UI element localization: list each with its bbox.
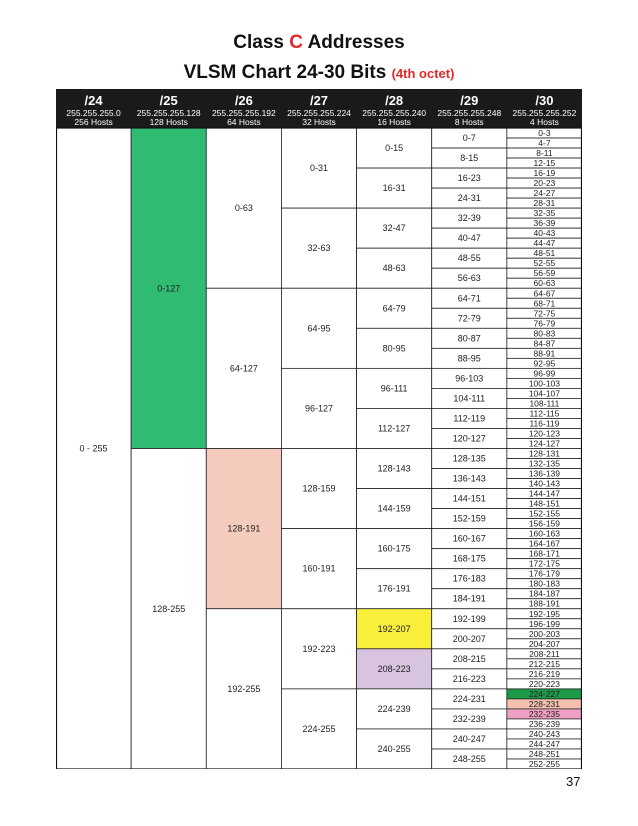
address-range-label: 60-63	[533, 278, 556, 289]
address-range-label: 128-135	[452, 453, 486, 464]
address-range-label: 0-7	[462, 133, 476, 144]
address-range-label: 56-59	[533, 268, 556, 279]
address-range-label: 128-131	[528, 448, 561, 459]
header-hosts: 128 Hosts	[149, 117, 188, 127]
address-range-label: 136-143	[452, 473, 486, 484]
address-range-label: 208-223	[377, 663, 411, 674]
address-range-label: 108-111	[529, 398, 560, 409]
address-range-label: 92-95	[533, 358, 556, 369]
address-range-label: 224-255	[302, 723, 336, 734]
header-hosts: 8 Hosts	[454, 117, 484, 127]
address-range-label: 68-71	[533, 298, 556, 309]
address-range-label: 240-247	[452, 733, 486, 744]
address-range-label: 192-199	[452, 613, 486, 624]
title-class-letter: C	[289, 32, 303, 53]
address-range-label: 232-235	[528, 708, 561, 719]
header-prefix: /25	[159, 93, 178, 108]
address-range-label: 28-31	[533, 198, 556, 209]
address-range-label: 240-255	[377, 743, 411, 754]
header-hosts: 64 Hosts	[227, 117, 261, 127]
address-range-label: 112-115	[529, 408, 560, 419]
address-range-label: 124-127	[528, 438, 561, 449]
address-range-label: 184-191	[452, 593, 486, 604]
address-range-label: 132-135	[528, 458, 561, 469]
address-range-label: 184-187	[528, 588, 561, 599]
address-range-label: 208-211	[529, 648, 560, 659]
address-range-label: 244-247	[528, 738, 561, 749]
header-hosts: 16 Hosts	[377, 117, 411, 127]
address-range-label: 32-35	[533, 208, 556, 219]
address-range-label: 216-219	[528, 668, 561, 679]
header-prefix: /29	[460, 93, 479, 108]
address-range-label: 104-107	[528, 388, 561, 399]
address-range-label: 24-27	[533, 188, 556, 199]
header-hosts: 32 Hosts	[302, 117, 336, 127]
address-range-label: 208-215	[452, 653, 486, 664]
vlsm-chart-table	[56, 89, 582, 769]
address-range-label: 128-255	[152, 603, 186, 614]
header-mask: 255.255.255.240	[362, 108, 427, 118]
address-range-label: 220-223	[528, 678, 561, 689]
address-range-label: 64-95	[307, 323, 331, 334]
address-range-label: 96-111	[380, 383, 408, 394]
address-range-label: 128-159	[302, 483, 336, 494]
address-range-label: 248-255	[452, 753, 486, 764]
page-number: 37	[566, 774, 581, 789]
address-range-label: 48-55	[457, 253, 481, 264]
address-range-label: 176-191	[377, 583, 411, 594]
address-range-label: 180-183	[528, 578, 561, 589]
address-range-label: 16-31	[382, 183, 406, 194]
address-range-label: 44-47	[533, 238, 556, 249]
address-range-label: 32-39	[457, 213, 481, 224]
address-range-label: 164-167	[528, 538, 561, 549]
header-prefix: /28	[385, 93, 404, 108]
address-range-label: 224-239	[377, 703, 411, 714]
address-range-label: 64-79	[382, 303, 406, 314]
address-range-label: 172-175	[528, 558, 561, 569]
address-range-label: 0-127	[157, 283, 181, 294]
address-range-label: 0-3	[538, 128, 551, 139]
address-range-label: 200-203	[528, 628, 561, 639]
address-range-label: 196-199	[528, 618, 561, 629]
address-range-label: 248-251	[528, 748, 561, 759]
header-mask: 255.255.255.252	[512, 108, 577, 118]
address-range-label: 212-215	[528, 658, 561, 669]
header-mask: 255.255.255.248	[437, 108, 502, 118]
address-range-label: 176-179	[528, 568, 561, 579]
address-range-label: 156-159	[528, 518, 561, 529]
address-range-label: 224-227	[528, 688, 561, 699]
address-range-label: 128-191	[227, 523, 261, 534]
address-range-label: 120-123	[528, 428, 561, 439]
title-note: (4th octet)	[391, 66, 455, 81]
header-mask: 255.255.255.192	[211, 108, 276, 118]
address-range-label: 160-175	[377, 543, 411, 554]
header-hosts: 256 Hosts	[74, 117, 113, 127]
address-range-label: 0 - 255	[79, 443, 108, 454]
address-range-label: 0-15	[385, 143, 404, 154]
address-range-label: 176-183	[452, 573, 486, 584]
title-suffix: Addresses	[307, 32, 405, 53]
address-range-label: 112-119	[453, 413, 486, 424]
address-range-label: 152-155	[528, 508, 561, 519]
address-range-label: 64-71	[457, 293, 481, 304]
address-range-label: 40-47	[457, 233, 481, 244]
header-hosts: 4 Hosts	[530, 117, 559, 127]
address-range-label: 100-103	[528, 378, 561, 389]
address-range-label: 0-31	[309, 163, 329, 174]
address-range-label: 240-243	[528, 728, 561, 739]
address-range-label: 168-175	[452, 553, 486, 564]
address-range-label: 192-195	[528, 608, 561, 619]
address-range-label: 188-191	[528, 598, 561, 609]
header-mask: 255.255.255.224	[287, 108, 351, 118]
address-range-label: 24-31	[457, 193, 481, 204]
header-mask: 255.255.255.0	[66, 108, 121, 118]
page-title-line-1	[0, 32, 638, 54]
address-range-label: 228-231	[528, 698, 561, 709]
address-range-label: 128-143	[377, 463, 411, 474]
address-range-label: 116-119	[529, 418, 560, 429]
address-range-label: 72-79	[457, 313, 481, 324]
address-range-label: 48-63	[382, 263, 406, 274]
address-range-label: 96-99	[533, 368, 556, 379]
address-range-label: 4-7	[538, 138, 551, 149]
address-range-label: 80-83	[533, 328, 556, 339]
address-range-label: 80-87	[457, 333, 481, 344]
address-range-label: 52-55	[533, 258, 556, 269]
address-range-label: 104-111	[453, 393, 486, 404]
address-range-label: 200-207	[452, 633, 486, 644]
address-range-label: 8-15	[460, 153, 479, 164]
header-prefix: /27	[309, 93, 329, 108]
header-prefix: /30	[535, 93, 554, 108]
header-prefix: /24	[84, 93, 103, 108]
address-range-label: 32-47	[382, 223, 406, 234]
address-range-label: 144-151	[452, 493, 486, 504]
address-range-label: 0-63	[234, 203, 253, 214]
address-range-label: 12-15	[533, 158, 556, 169]
address-range-label: 216-223	[452, 673, 486, 684]
address-range-label: 32-63	[307, 243, 331, 254]
address-range-label: 148-151	[528, 498, 561, 509]
address-range-label: 204-207	[528, 638, 561, 649]
address-range-label: 224-231	[452, 693, 486, 704]
address-range-label: 112-127	[377, 423, 411, 434]
address-range-label: 232-239	[452, 713, 486, 724]
address-range-label: 80-95	[382, 343, 406, 354]
address-range-label: 8-11	[536, 148, 553, 159]
address-range-label: 140-143	[528, 478, 561, 489]
address-range-label: 120-127	[452, 433, 486, 444]
address-range-label: 168-171	[528, 548, 561, 559]
address-range-label: 72-75	[533, 308, 556, 319]
page-title-line-2	[0, 62, 638, 84]
address-range-label: 64-67	[533, 288, 556, 299]
address-range-label: 48-51	[533, 248, 556, 259]
address-range-label: 192-255	[227, 683, 261, 694]
address-range-label: 16-19	[533, 168, 556, 179]
address-range-label: 236-239	[528, 718, 561, 729]
address-range-label: 64-127	[229, 363, 258, 374]
header-mask: 255.255.255.128	[136, 108, 201, 118]
address-range-label: 56-63	[457, 273, 481, 284]
address-range-label: 16-23	[457, 173, 481, 184]
address-range-label: 192-223	[302, 643, 336, 654]
address-range-label: 40-43	[533, 228, 556, 239]
address-range-label: 96-103	[455, 373, 484, 384]
header-prefix: /26	[234, 93, 253, 108]
address-range-label: 160-191	[302, 563, 336, 574]
address-range-label: 96-127	[304, 403, 334, 414]
address-range-label: 252-255	[528, 758, 561, 769]
address-range-label: 152-159	[452, 513, 486, 524]
address-range-label: 76-79	[533, 318, 556, 329]
title-main: VLSM Chart 24-30 Bits	[183, 62, 387, 83]
address-range-label: 136-139	[528, 468, 561, 479]
address-range-label: 88-95	[457, 353, 481, 364]
address-range-label: 144-147	[528, 488, 561, 499]
title-prefix: Class	[233, 32, 284, 53]
address-range-label: 88-91	[533, 348, 556, 359]
address-range-label: 144-159	[377, 503, 411, 514]
address-range-label: 36-39	[533, 218, 556, 229]
address-range-label: 20-23	[533, 178, 556, 189]
address-range-label: 84-87	[533, 338, 556, 349]
address-range-label: 160-163	[528, 528, 561, 539]
address-range-label: 160-167	[452, 533, 486, 544]
address-range-label: 192-207	[377, 623, 411, 634]
